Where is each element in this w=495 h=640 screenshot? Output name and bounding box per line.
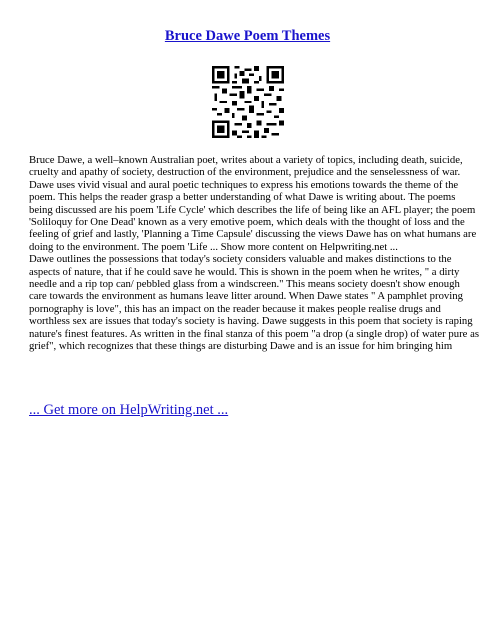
document-title-link[interactable]: Bruce Dawe Poem Themes: [164, 28, 331, 44]
paragraph-analysis: Dawe outlines the possessions that today's society considers valuable and makes distinctions to the aspects of nature, that if he could save he would. This is shown in the poem when he writes, " a dirty needle and a rip top can/ pebbled glass from a windscreen." This means society doesn't show enough care towards the environment as humans leave litter around. When Dawe states " A pamphlet proving pornography is love", this has an impact on the reader because it makes people realise drugs and worthless sex are issues that today's society is having. Dawe suggests in this poem that society is raping nature's finest features. As written in the final stanza of this poem "a drop (a single drop) of water pure as grief", which recognizes that these things are disturbing Dawe and is an issue for him bringing him: [29, 253, 479, 353]
get-more-link[interactable]: ... Get more on HelpWriting.net ...: [29, 402, 229, 418]
paragraph-intro: Bruce Dawe, a well–known Australian poet, writes about a variety of topics, including death, suicide, cruelty and apathy of society, destruction of the environment, prejudice and the senselessness of war. Dawe uses vivid visual and aural poetic techniques to express his emotions towards the theme of the poem. This helps the reader grasp a better understanding of what Dawe is writing about. The poems being discussed are his poem 'Life Cycle' which describes the life of being like an AFL player; the poem 'Soliloquy for One Dead' known as a very emotive poem, which deals with the thought of loss and the feeling of grief and lastly, 'Planning a Time Capsule' discussing the views Dawe has on what humans are doing to the environment. The poem 'Life ... Show more content on Helpwriting.net ...: [29, 154, 477, 253]
qr-code-icon: [212, 66, 284, 138]
document-body: [29, 154, 479, 353]
